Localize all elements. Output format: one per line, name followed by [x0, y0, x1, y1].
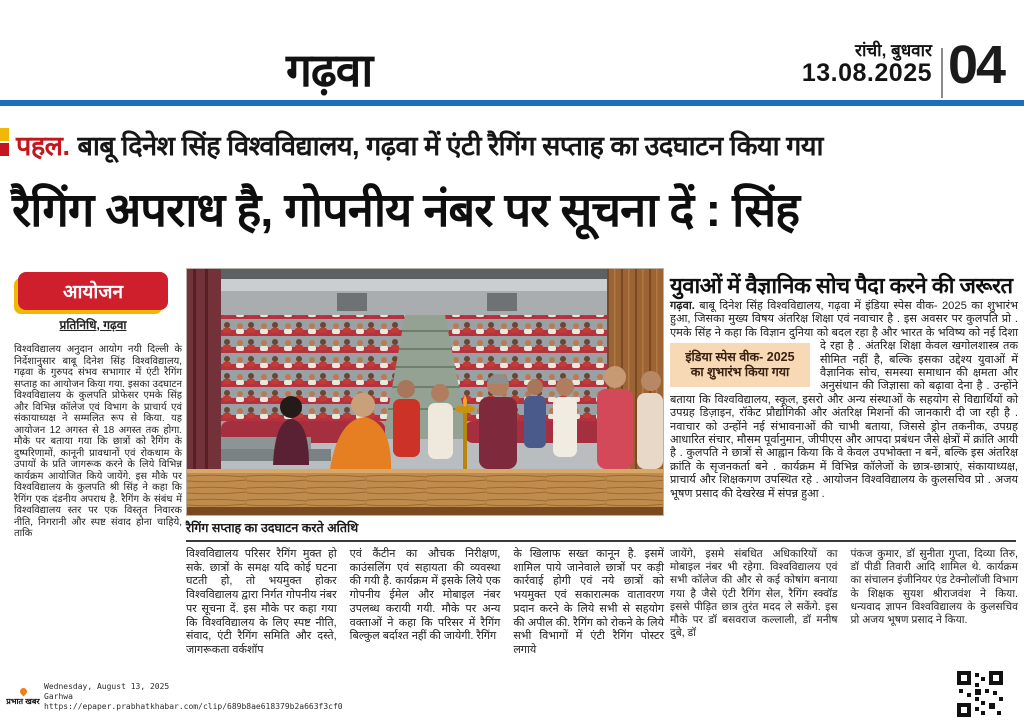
- section-title: गढ़वा: [286, 44, 373, 96]
- article2-dateline: गढ़वा.: [670, 300, 695, 312]
- article2-intro: बाबू दिनेश सिंह विश्वविद्यालय, गढ़वा में इंडिया स्पेस वीक- 2025 का शुभारंभ हुआ, जिसका मुख्य विषय अंतरिक्ष शिक्षा एवं नवाचार है . इस अवसर पर कुलपति प्रो . एमके सिंह ने कहा कि विज्ञान दुनिया को बदल रहा है और भारत के भविष्य को: [670, 300, 1018, 339]
- masthead-rule: [0, 100, 1024, 106]
- news-photo: [186, 268, 664, 516]
- article1-column-6: पंकज कुमार, डॉ सुनीता गुप्ता, दिव्या तिरु, डॉ पीडी तिवारी आदि शामिल थे. कार्यक्रम का संचालन इंजीनियर एंड टेक्नोलॉजी विभाग के शिक्षक सुयश श्रीराजवंश ने किया. धन्यवाद ज्ञापन विश्वविद्यालय के कुलसचिव प्रो अजय भूषण प्रसाद ने किया.: [850, 548, 1018, 627]
- clip-metadata: [44, 682, 343, 712]
- kicker-accent-yellow: [0, 128, 9, 141]
- article1-columns-mid: [186, 548, 664, 658]
- article2-body-text: नई दिशा दे रहा है . अंतरिक्ष शिक्षा केवल खगोलशास्त्र तक सीमित नहीं है, बल्कि इसका उद्देश्य युवाओं में वैज्ञानिक सोच, समस्या समाधान की क्षमता और अनुसंधान की जिज्ञासा को बढ़ावा देना है . उन्होंने बताया कि विश्वविद्यालय, स्कूल, इसरो और अन्य संस्थाओं के सहयोग से विद्यार्थियों को उपग्रह डिज़ाइन, रॉकेट प्रौद्योगिकी और अंतरिक्ष मिशनों की जानकारी दी जा रही है . नवाचार को उन्होंने नई संभावनाओं की चाभी बताया, जिससे ड्रोन तकनीक, उपग्रह आधारित संचार, मौसम पूर्वानुमान, जीपीएस और आपदा प्रबंधन जैसे क्षेत्रों में क्रांति आयी है . कुलपति ने छात्रों से आह्वान किया कि वे केवल उपभोक्ता न बनें, बल्कि इस अंतरिक्ष क्रांति के सृजनकर्ता बने . कार्यक्रम में विभिन्न कॉलेजों के छात्र-छात्राएं, संकायाध्यक्ष, प्राचार्य और शिक्षकगण उपस्थित रहे . आयोजन विश्वविद्यालय के कुलसचिव प्रो . अजय भूषण प्रसाद की देखरेख में संपन्न हुआ .: [670, 326, 1018, 500]
- photo-caption: रैगिंग सप्ताह का उदघाटन करते अतिथि: [186, 521, 359, 535]
- publisher-name: प्रभात खबर: [6, 697, 40, 706]
- kicker-text: बाबू दिनेश सिंह विश्वविद्यालय, गढ़वा में एंटी रैगिंग सप्ताह का उदघाटन किया गया: [77, 131, 824, 161]
- highlight-line-1: इंडिया स्पेस वीक- 2025: [685, 350, 795, 365]
- main-headline: रैगिंग अपराध है, गोपनीय नंबर पर सूचना दें : सिंह: [12, 183, 800, 236]
- clip-edition: Garhwa: [44, 692, 73, 701]
- section-rule: [186, 540, 1016, 542]
- article-tag-label: आयोजन: [62, 282, 123, 303]
- article1-column-2: विश्वविद्यालय परिसर रैगिंग मुक्त हो सके. छात्रों के समक्ष यदि कोई घटना घटती हो, तो भयमुक्त होकर विश्वविद्यालय द्वारा निर्गत गोपनीय नंबर पर सूचना दें. इस मौके पर कहा गया कि विश्वविद्यालय के लिए स्पष्ट नीति, संवाद, एंटी रैगिंग समिति और दस्ते, जागरूकता वर्कशॉप: [186, 548, 337, 656]
- kicker-label: पहल.: [16, 131, 70, 161]
- qr-code-icon: [957, 671, 1003, 720]
- article-tag: [18, 272, 168, 310]
- article2-body: [670, 300, 1018, 501]
- byline: प्रतिनिधि, गढ़वा: [59, 318, 127, 332]
- auditorium-photo-illustration: [187, 269, 663, 515]
- publisher-logo: [6, 688, 40, 707]
- article1-column-4: के खिलाफ सख्त कानून है. इसमें शामिल पाये जानेवाले छात्रों पर कड़ी कार्रवाई होगी एवं नये छात्रों को भयमुक्त एवं सकारात्मक वातावरण प्रदान करने के लिये सभी से सहयोग की अपील की. रैगिंग को रोकने के लिये सभी विभागों में एंटी रैगिंग पोस्टर लगाये: [513, 548, 665, 656]
- page-number: 04: [948, 35, 1005, 95]
- edition-date: 13.08.2025: [801, 58, 932, 87]
- highlight-line-2: का शुभारंभ किया गया: [690, 365, 790, 380]
- clip-url: https://epaper.prabhatkhabar.com/clip/689b8ae618379b2a663f3cf0: [44, 702, 343, 711]
- masthead-divider: [941, 48, 943, 98]
- article1-columns-right: [670, 548, 1018, 640]
- flame-icon: [18, 687, 28, 697]
- clip-date: Wednesday, August 13, 2025: [44, 682, 170, 691]
- kicker-line: [16, 126, 1006, 163]
- article1-column-1: विश्वविद्यालय अनुदान आयोग नयी दिल्ली के निर्देशानुसार बाबू दिनेश सिंह विश्वविद्यालय, गढ़वा के गुरुपद संभव सभागार में एंटी रैगिंग सप्ताह का आयोजन किया गया. इसका उदघाटन विश्वविद्यालय के कुलपति प्रोफेसर एमके सिंह और विभिन्न कॉलेज एवं विभाग के प्राचार्य एवं संकायाध्यक्ष ने सम्मलित रूप से किया. यह आयोजन 12 अगस्त से 18 अगस्त तक होगा. मौके पर बताया गया कि छात्रों को रैगिंग के दुष्परिणामों, कानूनी प्रावधानों एवं रोकथाम के उपायों के प्रति जागरूक करने के लिये विभिन्न कार्यक्रम आयोजित किये जायेंगे. इस मौके पर विश्वविद्यालय के कुलपति श्री सिंह ने कहा कि रैगिंग एक दंडनीय अपराध है. रैगिंग के संबंध में विश्वविद्यालय स्तर पर एक विस्तृत निवारक नीति, निगरानी और स्पष्ट संवाद होना चाहिये, ताकि: [14, 344, 182, 539]
- highlight-box: [670, 343, 810, 387]
- kicker-accent-red: [0, 143, 9, 156]
- edition-date-block: [788, 42, 932, 86]
- article1-column-5: जायेंगे, इसमे संबधित अधिकारियों का मोबाइल नंबर भी रहेगा. विश्वविद्यालय एवं सभी कॉलेज की और से कई कोषांग बनाया गया है जैसे एंटी रैगिंग सेल, रैगिंग स्क्वॉड इससे पीड़ित छात्र तुरंत मदद ले सकेंगे. इस मौके पर डॉ बसवराज कल्लाली, डॉ मनीष दुबे, डॉ: [670, 548, 838, 640]
- article1-column-3: एवं कैंटीन का औचक निरीक्षण, काउंसलिंग एवं सहायता की व्यवस्था की गयी है. कार्यक्रम में इसके लिये एक गोपनीय ईमेल और मोबाइल नंबर उपलब्ध करायी गयी. मौके पर अन्य वक्ताओं ने कहा कि परिसर में रैगिंग बिल्कुल बर्दाश्त नहीं की जायेगी. रैगिंग: [349, 548, 501, 643]
- article2-headline: युवाओं में वैज्ञानिक सोच पैदा करने की जरूरत: [670, 273, 1013, 298]
- edition-city: रांची, बुधवार: [855, 41, 932, 60]
